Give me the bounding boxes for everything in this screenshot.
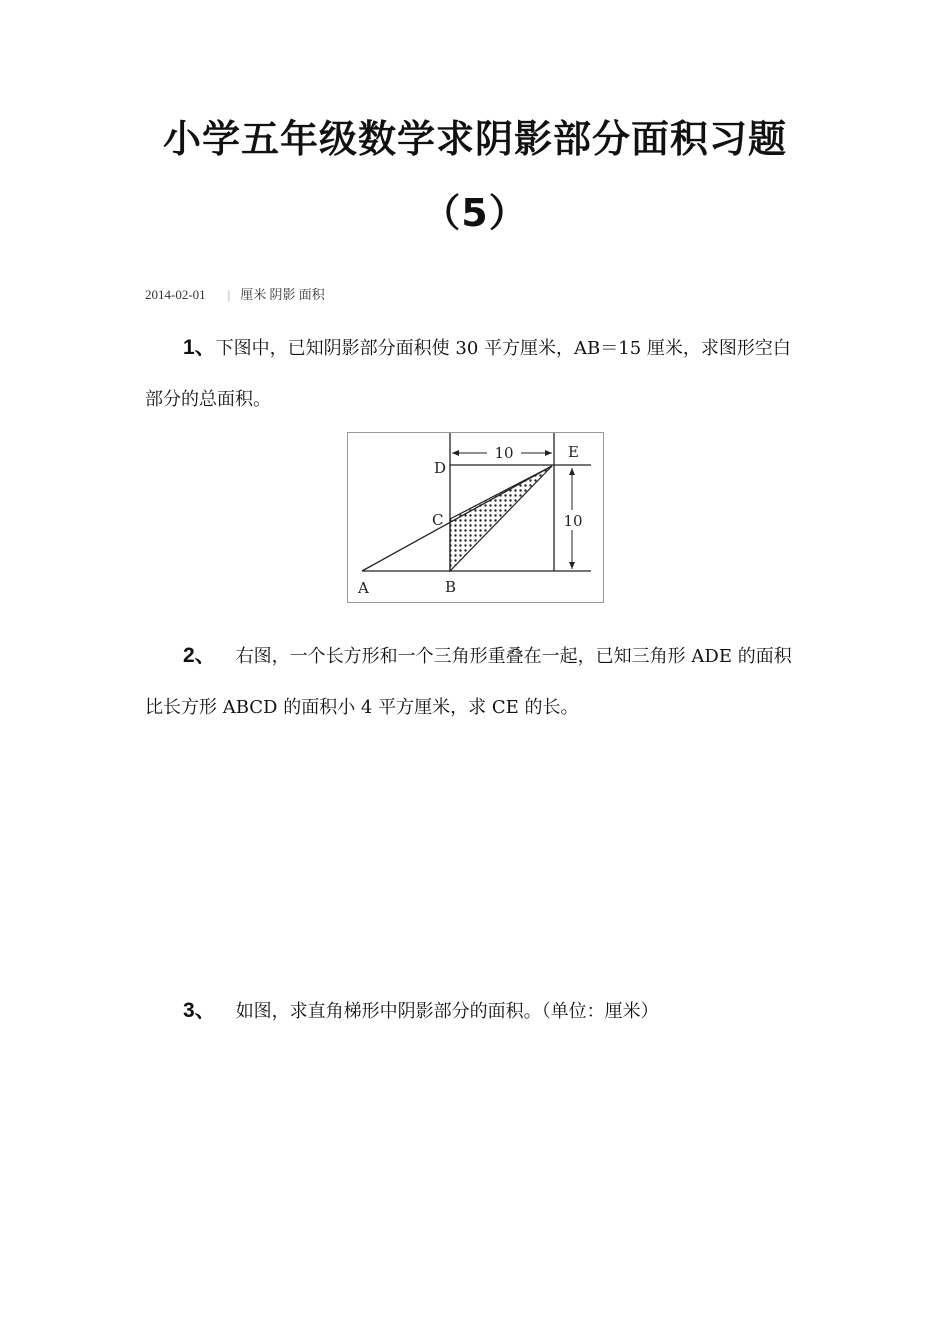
point-label-a: A [358,579,369,597]
page-title: 小学五年级数学求阴影部分面积习题 [162,117,787,161]
meta-separator: | [227,287,231,302]
question-number: 1、 [183,336,216,359]
question-number: 3、 [183,999,216,1022]
meta-tags: 厘米 阴影 面积 [240,287,325,302]
question-text: 下图中，已知阴影部分面积使 30 平方厘米，AB＝15 厘米，求图形空白 [215,338,791,359]
point-label-b: B [445,578,457,596]
page-title-number: （5） [422,191,528,235]
question-3 [145,985,810,1037]
point-label-c: C [432,511,444,529]
question-number: 2、 [183,644,216,667]
meta-date: 2014-02-01 [145,287,206,302]
figure-shaded-triangle [347,432,604,603]
arrow-left-icon [452,450,459,456]
question-text-cont: 比长方形 ABCD 的面积小 4 平方厘米，求 CE 的长。 [145,697,579,718]
shaded-triangle [450,466,552,571]
arrow-down-icon [569,562,575,569]
question-text-cont: 部分的总面积。 [145,389,271,410]
question-text: 如图，求直角梯形中阴影部分的面积。（单位：厘米） [235,1001,659,1022]
question-text: 右图，一个长方形和一个三角形重叠在一起，已知三角形 ADE 的面积 [235,646,792,667]
point-label-e: E [568,443,579,461]
arrow-up-icon [569,468,575,475]
dim-right-label: 10 [563,512,583,530]
question-2 [145,630,810,733]
meta-line [145,284,325,303]
point-label-d: D [434,459,447,477]
arrow-right-icon [545,450,552,456]
question-1 [145,322,810,425]
dim-top-label: 10 [494,444,514,462]
figure-svg [348,433,603,602]
